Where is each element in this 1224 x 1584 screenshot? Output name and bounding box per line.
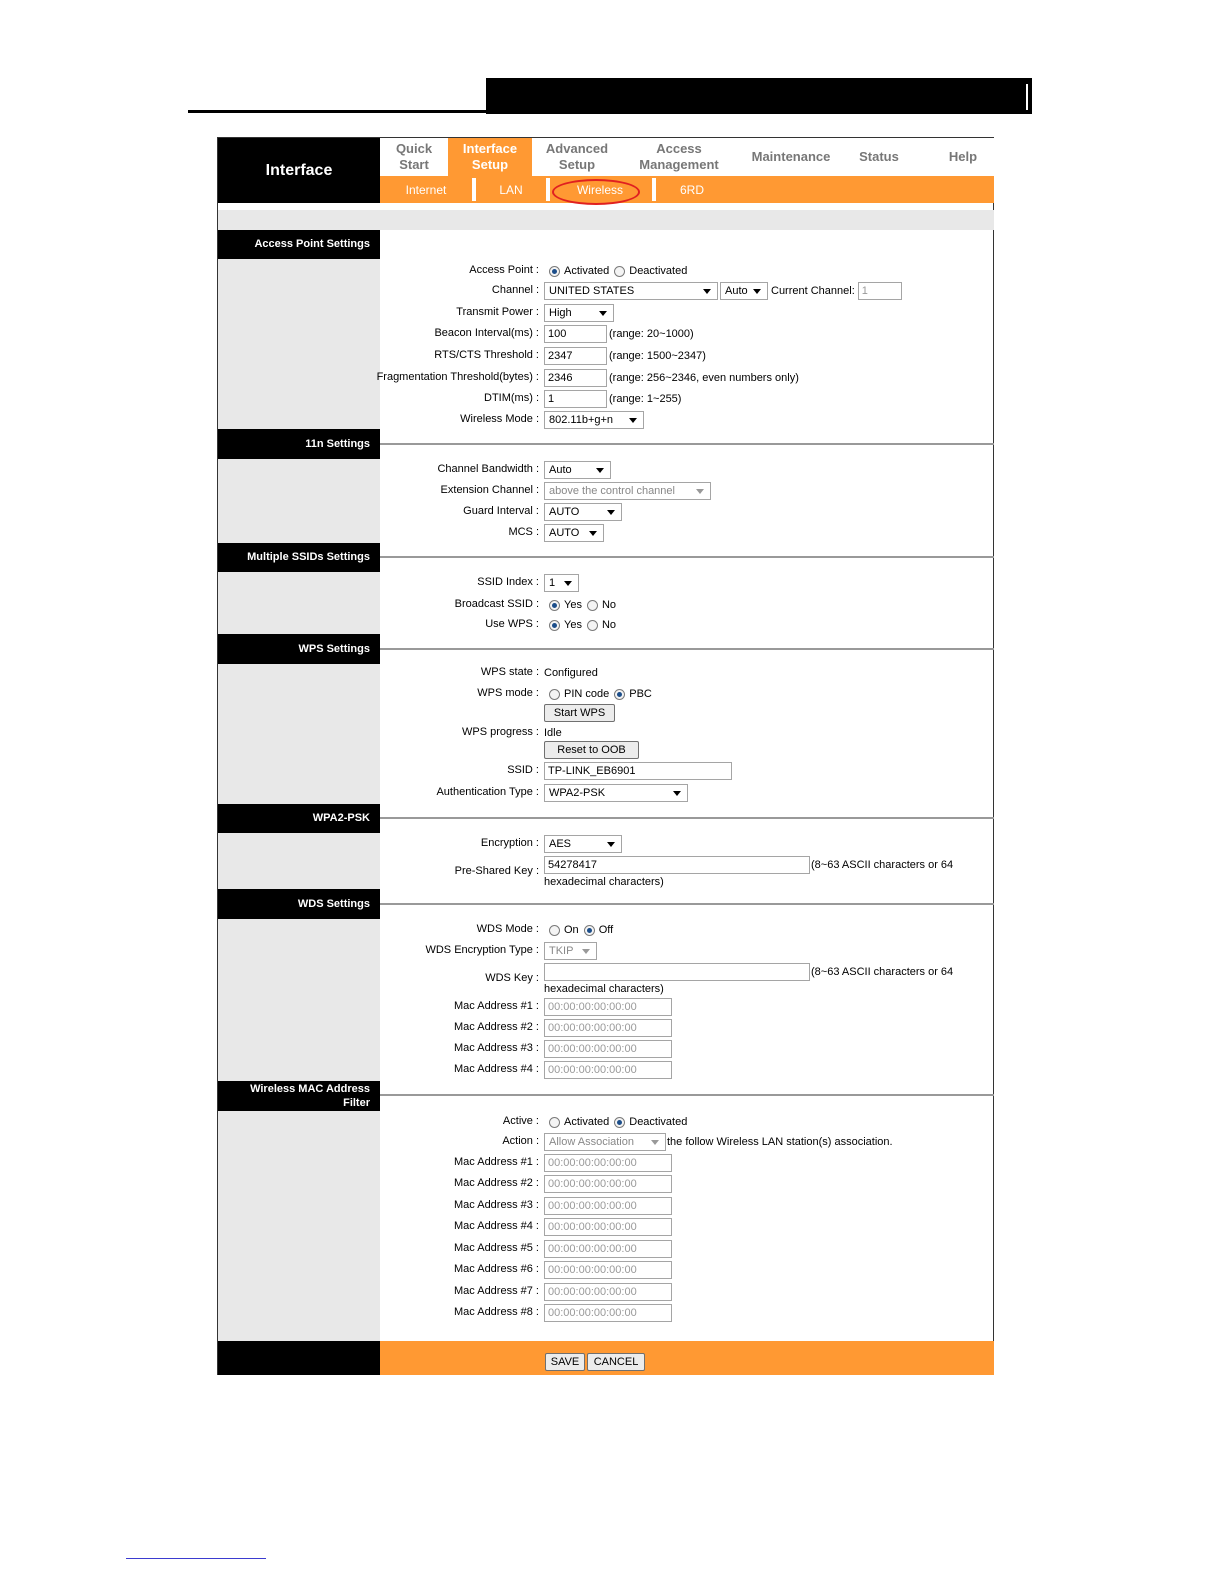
extension-channel-label: Extension Channel : (440, 484, 539, 496)
mac-filter-action-select[interactable]: Allow Association (544, 1133, 666, 1151)
auth-type-select[interactable]: WPA2-PSK (544, 784, 688, 802)
current-channel-label: Current Channel: (771, 285, 855, 297)
wds-off-radio[interactable] (584, 925, 595, 936)
broadcast-ssid-label: Broadcast SSID : (454, 598, 539, 610)
wds-mac-label: Mac Address #3 : (454, 1042, 539, 1054)
section-divider (380, 903, 994, 905)
wds-mac-input[interactable]: 00:00:00:00:00:00 (544, 1061, 672, 1079)
transmit-power-label: Transmit Power : (456, 306, 539, 318)
activated-label: Activated (564, 1116, 610, 1128)
row-fragmentation (376, 368, 994, 388)
footer-link-underline (126, 1558, 266, 1559)
subtab-6rd[interactable]: 6RD (679, 182, 704, 197)
yes-label: Yes (564, 619, 582, 631)
pin-code-label: PIN code (564, 688, 610, 700)
start-wps-button[interactable]: Start WPS (544, 704, 615, 722)
use-wps-label: Use WPS : (485, 618, 539, 630)
channel-label: Channel : (491, 284, 539, 296)
row-mac-filter-action (380, 1132, 994, 1152)
mcs-select[interactable]: AUTO (544, 524, 604, 542)
mac-filter-input[interactable]: 00:00:00:00:00:00 (544, 1304, 672, 1322)
tab-access-management[interactable]: Access Management (639, 141, 719, 172)
wds-on-radio[interactable] (549, 925, 560, 936)
dtim-range-hint: (range: 1~255) (609, 393, 682, 405)
row-auth-type (380, 783, 994, 803)
row-start-wps (380, 703, 994, 723)
subtab-internet[interactable]: Internet (405, 182, 447, 197)
row-access-point (380, 261, 994, 281)
reset-oob-button[interactable]: Reset to OOB (544, 741, 639, 759)
ssid-input[interactable]: TP-LINK_EB6901 (544, 762, 732, 780)
mac-filter-input[interactable]: 00:00:00:00:00:00 (544, 1218, 672, 1236)
section-divider (380, 1094, 994, 1096)
row-encryption (380, 834, 994, 854)
sidebar-panel (218, 259, 380, 429)
ssid-label: SSID : (507, 764, 539, 776)
row-mac-filter-1 (380, 1153, 994, 1173)
deactivated-label: Deactivated (629, 265, 688, 277)
mac-filter-input[interactable]: 00:00:00:00:00:00 (544, 1240, 672, 1258)
ssid-index-label: SSID Index : (477, 576, 539, 588)
mac-filter-input[interactable]: 00:00:00:00:00:00 (544, 1154, 672, 1172)
fragmentation-label: Fragmentation Threshold(bytes) : (376, 371, 539, 383)
tab-advanced-setup[interactable]: Advanced Setup (545, 141, 609, 172)
row-mac-filter-4 (380, 1217, 994, 1237)
subtab-lan[interactable]: LAN (499, 182, 523, 197)
section-title-11n: 11n Settings (218, 429, 380, 459)
guard-interval-label: Guard Interval : (463, 505, 539, 517)
row-transmit-power (380, 303, 994, 323)
row-mac-filter-active (380, 1112, 994, 1132)
off-label: Off (598, 924, 614, 936)
top-navigation (380, 138, 994, 176)
psk-label: Pre-Shared Key : (454, 865, 539, 877)
section-divider (380, 556, 994, 558)
wds-mac-label: Mac Address #2 : (454, 1021, 539, 1033)
channel-bandwidth-select[interactable]: Auto (544, 461, 611, 479)
row-channel-bandwidth (380, 460, 994, 480)
mac-filter-input[interactable]: 00:00:00:00:00:00 (544, 1283, 672, 1301)
mac-filter-label: Mac Address #7 : (454, 1285, 539, 1297)
access-point-label: Access Point : (469, 264, 539, 276)
mac-filter-label: Mac Address #6 : (454, 1263, 539, 1275)
mac-filter-active-label: Active : (502, 1115, 539, 1127)
channel-country-select[interactable]: UNITED STATES (544, 282, 718, 300)
encryption-label: Encryption : (480, 837, 539, 849)
access-point-deactivated-radio[interactable] (614, 266, 625, 277)
subtab-wireless[interactable]: Wireless (576, 182, 623, 197)
pbc-label: PBC (629, 688, 652, 700)
beacon-interval-input[interactable]: 100 (544, 325, 607, 343)
wds-mac-label: Mac Address #4 : (454, 1063, 539, 1075)
tab-help[interactable]: Help (948, 149, 978, 164)
rts-threshold-input[interactable]: 2347 (544, 347, 607, 365)
mac-filter-activated-radio[interactable] (549, 1117, 560, 1128)
row-mac-filter-7 (380, 1282, 994, 1302)
mac-filter-label: Mac Address #4 : (454, 1220, 539, 1232)
sidebar-panel (218, 833, 380, 889)
wds-mac-label: Mac Address #1 : (454, 1000, 539, 1012)
row-ssid-index (380, 573, 994, 593)
mac-filter-action-label: Action : (502, 1135, 539, 1147)
row-dtim (380, 389, 994, 409)
psk-hint-2: hexadecimal characters) (544, 876, 664, 888)
wireless-mode-select[interactable]: 802.11b+g+n (544, 411, 644, 429)
beacon-interval-label: Beacon Interval(ms) : (434, 327, 539, 339)
document-header-tick (1026, 84, 1028, 110)
row-reset-oob (380, 740, 994, 760)
mac-filter-label: Mac Address #2 : (454, 1177, 539, 1189)
row-wds-mac-2 (380, 1018, 994, 1038)
row-mac-filter-3 (380, 1196, 994, 1216)
document-header-rule (188, 110, 486, 113)
section-title-wds: WDS Settings (218, 889, 380, 919)
wps-pbc-radio[interactable] (614, 689, 625, 700)
row-mac-filter-8 (380, 1303, 994, 1323)
wds-mode-label: WDS Mode : (476, 923, 539, 935)
mac-filter-label: Mac Address #1 : (454, 1156, 539, 1168)
broadcast-ssid-no-radio[interactable] (587, 600, 598, 611)
access-point-activated-radio[interactable] (549, 266, 560, 277)
wds-key-hint: (8~63 ASCII characters or 64 (811, 966, 954, 978)
row-wds-mac-3 (380, 1039, 994, 1059)
wds-encryption-label: WDS Encryption Type : (425, 944, 539, 956)
row-beacon-interval (380, 324, 994, 344)
use-wps-no-radio[interactable] (587, 620, 598, 631)
mac-filter-deactivated-radio[interactable] (614, 1117, 625, 1128)
auth-type-label: Authentication Type : (436, 786, 539, 798)
mcs-label: MCS : (508, 526, 539, 538)
wds-encryption-select[interactable]: TKIP (544, 942, 597, 960)
router-config-frame (217, 137, 994, 1375)
row-wds-key (380, 962, 994, 998)
row-use-wps (380, 615, 994, 635)
app-title: Interface (218, 138, 380, 203)
row-wds-mac-1 (380, 997, 994, 1017)
ssid-index-select[interactable]: 1 (544, 574, 579, 592)
row-extension-channel (380, 481, 994, 501)
footer-action-bar (380, 1341, 994, 1375)
tab-status[interactable]: Status (859, 149, 899, 164)
use-wps-yes-radio[interactable] (549, 620, 560, 631)
footer-left-bar (218, 1341, 380, 1375)
wps-state-label: WPS state : (480, 666, 539, 678)
broadcast-ssid-yes-radio[interactable] (549, 600, 560, 611)
highlight-circle (552, 179, 640, 205)
row-wds-encryption (380, 941, 994, 961)
document-header-bar (486, 78, 1032, 114)
cancel-button[interactable]: CANCEL (587, 1353, 645, 1371)
guard-interval-select[interactable]: AUTO (544, 503, 622, 521)
rts-range-hint: (range: 1500~2347) (609, 350, 706, 362)
row-rts-threshold (380, 346, 994, 366)
section-title-access-point: Access Point Settings (218, 230, 380, 259)
wds-mac-input[interactable]: 00:00:00:00:00:00 (544, 1019, 672, 1037)
section-title-wps: WPS Settings (218, 634, 380, 664)
section-divider (380, 648, 994, 650)
wds-mac-input[interactable]: 00:00:00:00:00:00 (544, 1040, 672, 1058)
mac-filter-label: Mac Address #3 : (454, 1199, 539, 1211)
row-mcs (380, 523, 994, 543)
sidebar-panel (218, 664, 380, 804)
wds-key-label: WDS Key : (485, 972, 539, 984)
encryption-select[interactable]: AES (544, 835, 622, 853)
section-title-wpa2-psk: WPA2-PSK (218, 804, 380, 833)
wps-mode-label: WPS mode : (477, 687, 539, 699)
row-wds-mode (380, 920, 994, 940)
mac-filter-input[interactable]: 00:00:00:00:00:00 (544, 1175, 672, 1193)
save-button[interactable]: SAVE (545, 1353, 585, 1371)
row-wds-mac-4 (380, 1060, 994, 1080)
current-channel-field: 1 (858, 282, 902, 300)
row-mac-filter-2 (380, 1174, 994, 1194)
row-guard-interval (380, 502, 994, 522)
tab-interface-setup[interactable]: Interface Setup (448, 138, 532, 176)
transmit-power-select[interactable]: High (544, 304, 614, 322)
channel-bandwidth-label: Channel Bandwidth : (437, 463, 539, 475)
wps-progress-label: WPS progress : (461, 726, 539, 738)
row-mac-filter-5 (380, 1239, 994, 1259)
row-channel (380, 281, 994, 301)
no-label: No (601, 599, 617, 611)
sidebar-panel (218, 919, 380, 1081)
tab-maintenance[interactable]: Maintenance (751, 149, 831, 164)
mac-filter-action-suffix: the follow Wireless LAN station(s) association. (667, 1136, 893, 1148)
yes-label: Yes (564, 599, 582, 611)
wds-mac-input[interactable]: 00:00:00:00:00:00 (544, 998, 672, 1016)
row-ssid (380, 761, 994, 781)
extension-channel-select[interactable]: above the control channel (544, 482, 711, 500)
deactivated-label: Deactivated (629, 1116, 688, 1128)
row-wps-state (380, 663, 994, 683)
row-pre-shared-key (380, 855, 994, 891)
row-mac-filter-6 (380, 1260, 994, 1280)
row-broadcast-ssid (380, 595, 994, 615)
section-title-mac-filter: Wireless MAC Address Filter (218, 1081, 380, 1111)
mac-filter-label: Mac Address #8 : (454, 1306, 539, 1318)
beacon-range-hint: (range: 20~1000) (609, 328, 694, 340)
sidebar-panel (218, 1111, 380, 1341)
mac-filter-input[interactable]: 00:00:00:00:00:00 (544, 1261, 672, 1279)
wps-progress-value: Idle (544, 727, 562, 739)
no-label: No (601, 619, 617, 631)
row-wps-mode (380, 684, 994, 704)
activated-label: Activated (564, 265, 610, 277)
row-wireless-mode (380, 410, 994, 430)
section-title-multiple-ssids: Multiple SSIDs Settings (218, 543, 380, 572)
psk-input[interactable]: 54278417 (544, 856, 810, 874)
section-divider (380, 443, 994, 445)
wds-key-hint-2: hexadecimal characters) (544, 983, 664, 995)
mac-filter-label: Mac Address #5 : (454, 1242, 539, 1254)
wps-pin-radio[interactable] (549, 689, 560, 700)
spacer-bar (218, 210, 994, 230)
on-label: On (564, 924, 579, 936)
dtim-input[interactable]: 1 (544, 390, 607, 408)
wireless-mode-label: Wireless Mode : (460, 413, 539, 425)
sidebar-panel (218, 459, 380, 543)
psk-hint: (8~63 ASCII characters or 64 (811, 859, 954, 871)
fragmentation-input[interactable]: 2346 (544, 369, 607, 387)
rts-threshold-label: RTS/CTS Threshold : (434, 349, 539, 361)
sidebar-panel (218, 572, 380, 634)
section-divider (380, 817, 994, 819)
channel-select[interactable]: Auto (720, 282, 768, 300)
wps-state-value: Configured (544, 667, 598, 679)
sub-navigation (380, 176, 994, 203)
dtim-label: DTIM(ms) : (484, 392, 539, 404)
fragmentation-range-hint: (range: 256~2346, even numbers only) (609, 372, 799, 384)
tab-quick-start[interactable]: Quick Start (395, 141, 433, 172)
mac-filter-input[interactable]: 00:00:00:00:00:00 (544, 1197, 672, 1215)
